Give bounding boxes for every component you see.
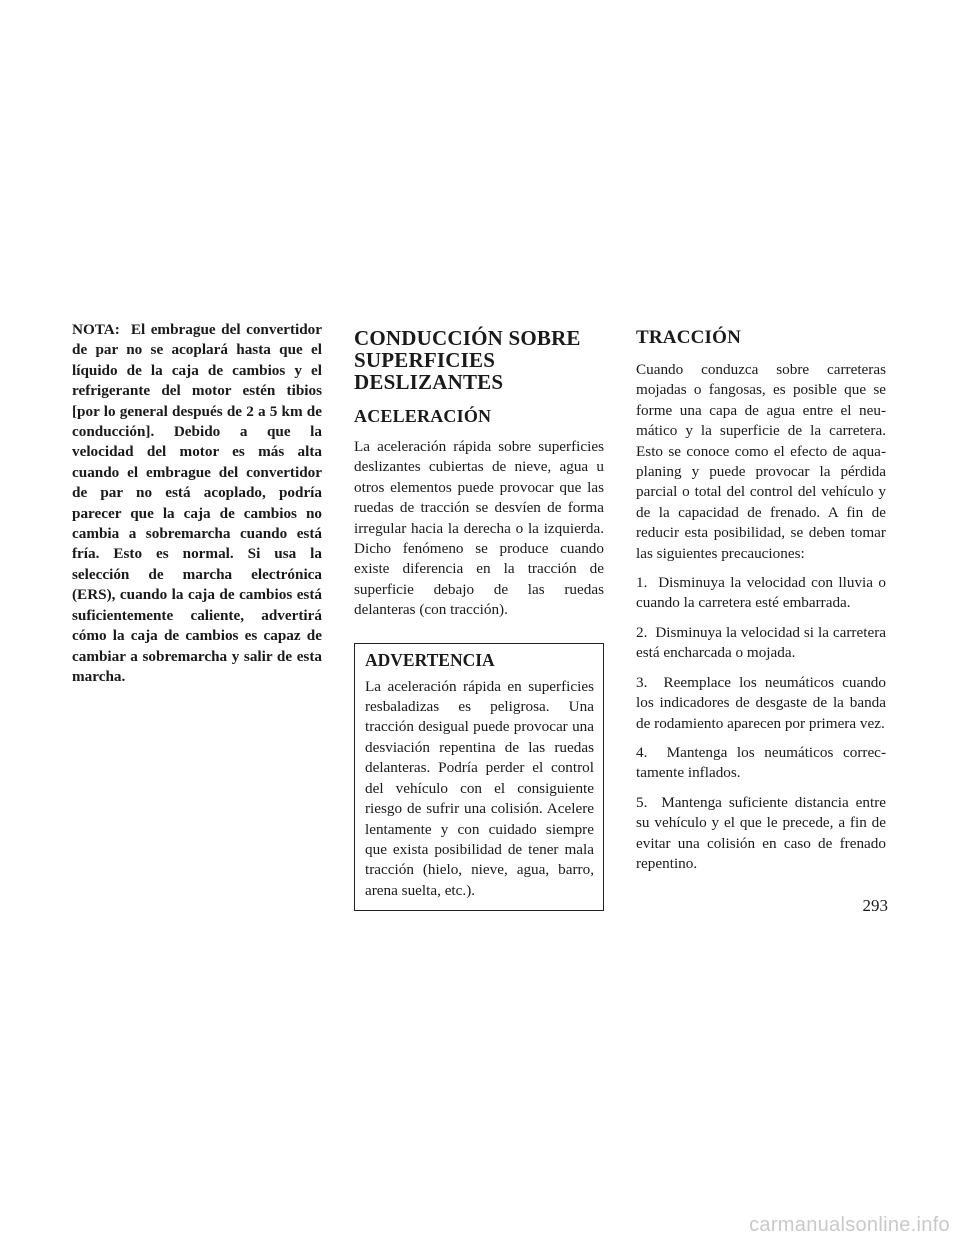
precaution-item-1: 1. Disminuya la velocidad con lluvia o cuando la carretera esté embarrada. — [636, 574, 886, 612]
precaution-item-5: 5. Mantenga suficiente distancia entre su vehículo y el que le precede, a fin de evitar una colisión en caso de frenado repentino. — [636, 793, 886, 872]
warning-text: La aceleración rápida en superficies resbaladizas es peligrosa. Una tracción desigual puede provocar una desviación repentina de las ruedas delanteras. Podría perder el control del vehículo con el consiguiente riesgo de sufrir una colisión. Acelere lentamente y con cuidado siempre que exista posibilidad de tener mala tracción (hielo, nieve, agua, barro, arena suelta, etc.). — [365, 677, 594, 899]
subheading-acceleration: ACELERACIÓN — [354, 406, 492, 426]
precaution-item-3: 3. Reemplace los neumáticos cuando los indicadores de desgaste de la banda de rodamiento aparecen por primera vez. — [636, 673, 886, 732]
transmission-note: NOTA: El embrague del convertidor de par no se acoplará hasta que el líquido de la caja de cambios y el refrigerante del motor estén tibios [por lo general después de 2 a 5 km de conducción]. Debido a que la velocidad del motor es más alta cuando el embrague del convertidor de par no está acoplado, podría parecer que la caja de cambios no cambia a sobremarcha cuando está fría. Esto es normal. Si usa la selección de marcha electrónica (ERS), cuando la caja de cambios está suficientemente caliente, advertirá cómo la caja de cambios es capaz de cambiar a sobremarcha y salir de esta marcha. — [72, 321, 322, 685]
precaution-item-4: 4. Mantenga los neumáticos correctamente inflados. — [636, 743, 886, 782]
warning-title: ADVERTENCIA — [365, 649, 495, 670]
section-heading-traction: TRACCIÓN — [636, 327, 742, 348]
acceleration-paragraph: La aceleración rápida sobre superficies deslizantes cubiertas de nieve, agua u otros elementos puede provocar que las ruedas de tracción se desvíen de forma irregular hacia la derecha o la izquierda. Dicho fenómeno se produce cuando existe diferencia en la tracción de superficie debajo de las ruedas delanteras (con tracción). — [354, 438, 604, 619]
traction-intro-paragraph: Cuando conduzca sobre carreteras mojadas o fangosas, es posible que se forme una capa de agua entre el neumático y la superficie de la carretera. Esto se conoce como el efecto de aquaplaning y puede provocar la pérdida parcial o total del control del vehículo y de la capacidad de frenado. A fin de reducir esta posibilidad, se deben tomar las siguientes precauciones: — [636, 361, 886, 562]
section-heading-slippery-surfaces: CONDUCCIÓN SOBRE SUPERFICIES DESLIZANTES — [354, 326, 581, 394]
precaution-item-2: 2. Disminuya la velocidad si la carretera está encharcada o mojada. — [636, 623, 886, 662]
middle-column — [354, 327, 604, 911]
right-column — [636, 327, 886, 883]
site-watermark: carmanualsonline.info — [749, 1214, 950, 1236]
warning-box — [354, 643, 604, 911]
page-number: 293 — [862, 896, 888, 915]
left-column — [72, 320, 322, 687]
